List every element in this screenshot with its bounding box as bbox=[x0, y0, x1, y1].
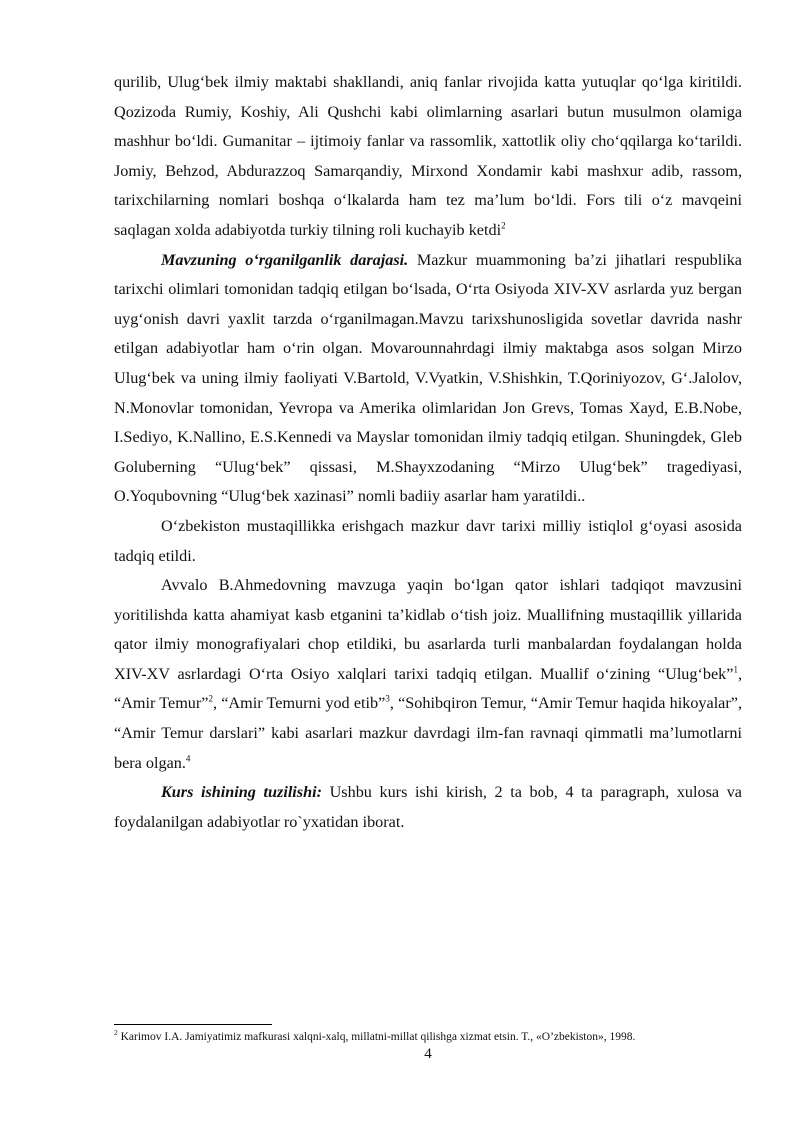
footnote-ref-2: 2 bbox=[501, 220, 506, 231]
section-heading-structure: Kurs ishining tuzilishi: bbox=[161, 783, 322, 802]
footnote-text: Karimov I.A. Jamiyatimiz mafkurasi xalqni-xalq, millatni-millat qilishga xizmat etsin. T., «O’zbekiston», 1998. bbox=[117, 1031, 636, 1043]
footnote-marker: 2 bbox=[114, 1028, 118, 1038]
paragraph-4-text-a: Avvalo B.Ahmedovning mavzuga yaqin bo‘lgan qator ishlari tadqiqot mavzusini yoritilishda katta ahamiyat kasb etganini ta’kidlab o‘tish joiz. Muallifning mustaqillik yillarida qator ilmiy monografiyalari chop etildiki, bu asarlarda turli manbalardan foydalangan holda XIV-XV asrlardagi O‘rta Osiyo xalqlari tarixi tadqiq etilgan. Muallif o‘zining “Ulug‘bek” bbox=[114, 576, 742, 683]
footnote-ref-3: 3 bbox=[385, 694, 390, 705]
paragraph-4 bbox=[114, 571, 742, 778]
paragraph-1 bbox=[114, 68, 742, 246]
paragraph-4-text-b: , “Amir Temur” bbox=[114, 664, 742, 713]
footnote-ref-4: 4 bbox=[185, 753, 191, 764]
footnote-ref-2b: 2 bbox=[208, 694, 213, 705]
paragraph-1-text: qurilib, Ulug‘bek ilmiy maktabi shakllandi, aniq fanlar rivojida katta yutuqlar qo‘lga kiritildi. Qozizoda Rumiy, Koshiy, Ali Qushchi kabi olimlarning asarlari butun musulmon olamiga mashhur bo‘ldi. Gumanitar – ijtimoiy fanlar va rassomlik, xattotlik oliy cho‘qqilarga ko‘tarildi. Jomiy, Behzod, Abdurazzoq Samarqandiy, Mirxond Xondamir kabi mashxur adib, rassom, tarixchilarning nomlari boshqa o‘lkalarda ham tez ma’lum bo‘ldi. Fors tili o‘z mavqeini saqlagan xolda adabiyotda turkiy tilning roli kuchayib ketdi bbox=[114, 73, 742, 239]
paragraph-3 bbox=[114, 512, 742, 571]
paragraph-3-text: O‘zbekiston mustaqillikka erishgach mazkur davr tarixi milliy istiqlol g‘oyasi asosida tadqiq etildi. bbox=[114, 516, 742, 565]
paragraph-4-text-d: , “Sohibqiron Temur, “Amir Temur haqida hikoyalar”, “Amir Temur darslari” kabi asarlari mazkur davrdagi ilm-fan ravnaqi qimmatli ma’lumotlarni bera olgan. bbox=[114, 694, 742, 772]
paragraph-2 bbox=[114, 246, 742, 512]
paragraph-4-text-c: , “Amir Temurni yod etib” bbox=[212, 694, 386, 713]
paragraph-5-text: Ushbu kurs ishi kirish, 2 ta bob, 4 ta paragraph, xulosa va foydalanilgan adabiyotlar ro`yxatidan iborat. bbox=[114, 783, 742, 831]
page-number: 4 bbox=[424, 1046, 432, 1062]
main-text bbox=[114, 68, 742, 837]
footnote-ref-1: 1 bbox=[733, 664, 738, 675]
footnote bbox=[114, 1030, 754, 1044]
section-heading-study-degree: Mavzuning o‘rganilganlik darajasi. bbox=[161, 250, 409, 269]
paragraph-2-text: Mazkur muammoning ba’zi jihatlari respublika tarixchi olimlari tomonidan tadqiq etilgan bo‘lsada, O‘rta Osiyoda XIV-XV asrlarda yuz bergan uyg‘onish davri yaxlit tarzda o‘rganilmagan.Mavzu tarixshunosligida sovetlar davrida nashr etilgan adabiyotlar ham o‘rin olgan. Movarounnahrdagi ilmiy maktabga asos solgan Mirzo Ulug‘bek va uning ilmiy faoliyati V.Bartold, V.Vyatkin, V.Shishkin, T.Qoriniyozov, G‘.Jalolov, N.Monovlar tomonidan, Yevropa va Amerika olimlaridan Jon Grevs, Tomas Xayd, E.B.Nobe, I.Sediyo, K.Nallino, E.S.Kennedi va Mayslar tomonidan ilmiy tadqiq etilgan. Shuningdek, Gleb Goluberning “Ulug‘bek” qissasi, M.Shayxzodaning “Mirzo Ulug‘bek” tragediyasi, O.Yoqubovning “Ulug‘bek xazinasi” nomli badiiy asarlar ham yaratildi.. bbox=[114, 250, 742, 506]
footnote-separator bbox=[114, 1024, 272, 1025]
paragraph-5 bbox=[114, 778, 742, 837]
